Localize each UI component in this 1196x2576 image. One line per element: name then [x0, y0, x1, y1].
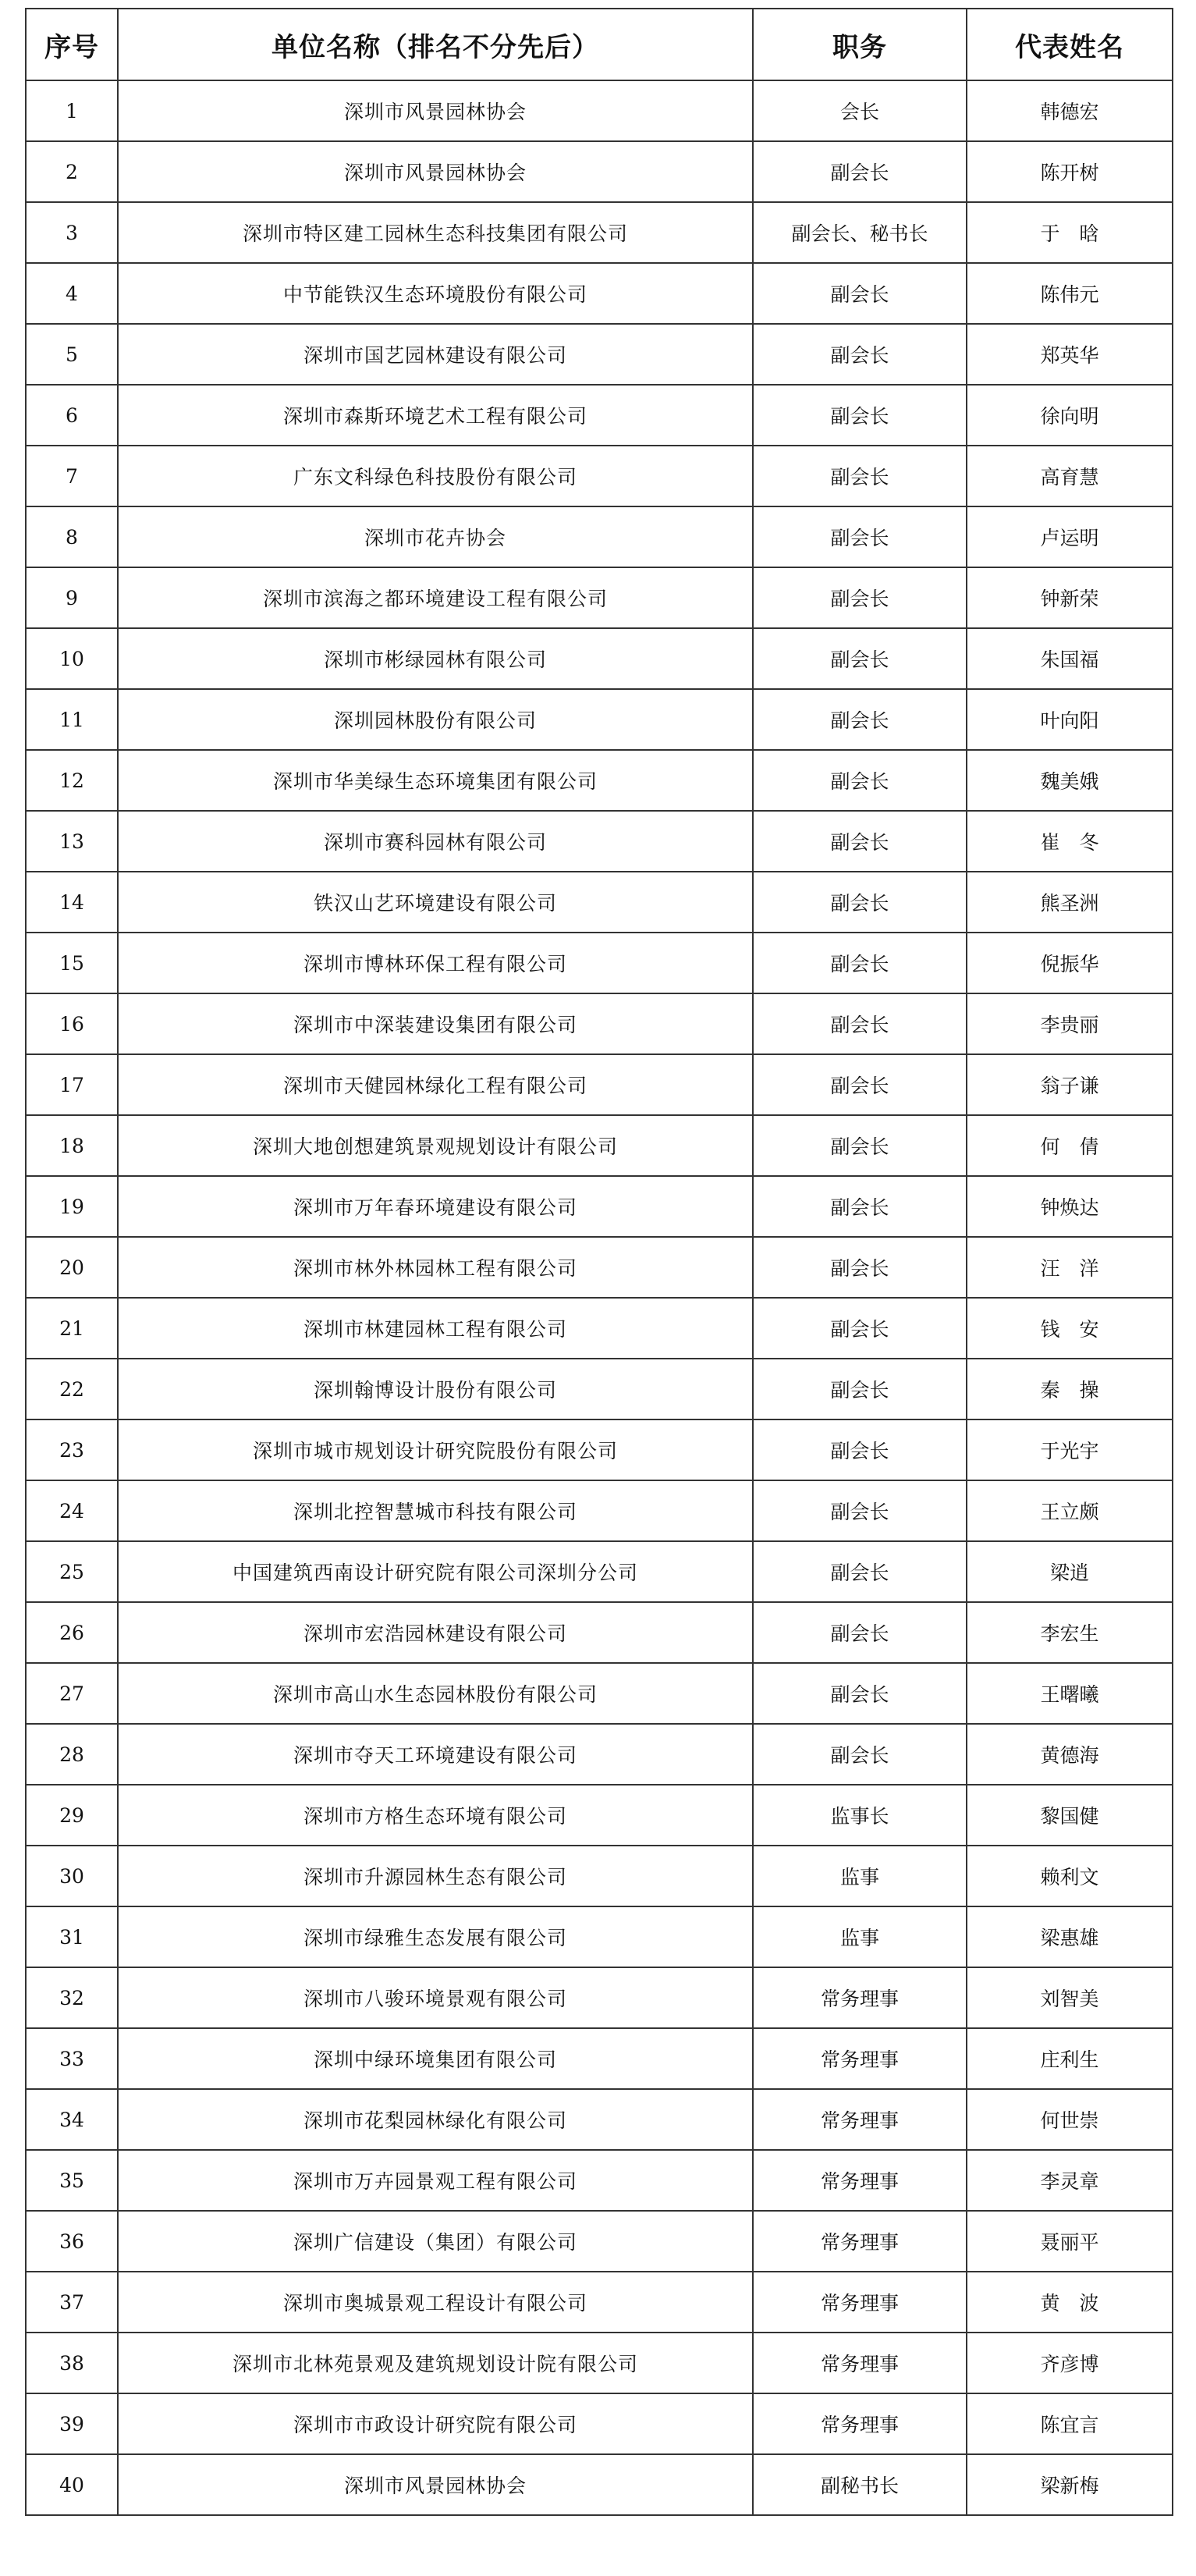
member-list-sheet [25, 8, 1172, 2516]
row-organization: 深圳广信建设（集团）有限公司 [118, 2211, 753, 2272]
row-organization: 深圳大地创想建筑景观规划设计有限公司 [118, 1115, 753, 1176]
row-organization: 深圳市赛科园林有限公司 [118, 811, 753, 872]
row-representative: 陈开树 [967, 141, 1173, 202]
row-index: 12 [26, 750, 118, 811]
row-index: 5 [26, 324, 118, 385]
row-organization: 深圳市市政设计研究院有限公司 [118, 2393, 753, 2454]
row-position: 副会长 [753, 567, 967, 628]
table-row [26, 1419, 1173, 1480]
table-row [26, 2393, 1173, 2454]
row-organization: 深圳市博林环保工程有限公司 [118, 933, 753, 993]
row-position: 常务理事 [753, 2272, 967, 2333]
row-index: 37 [26, 2272, 118, 2333]
row-index: 28 [26, 1724, 118, 1785]
row-position: 副秘书长 [753, 2454, 967, 2515]
row-position: 监事 [753, 1906, 967, 1967]
row-representative: 徐向明 [967, 385, 1173, 446]
table-row [26, 202, 1173, 263]
table-row [26, 750, 1173, 811]
row-representative: 王曙曦 [967, 1663, 1173, 1724]
row-index: 38 [26, 2333, 118, 2393]
row-organization: 深圳市滨海之都环境建设工程有限公司 [118, 567, 753, 628]
row-index: 2 [26, 141, 118, 202]
row-position: 副会长 [753, 1541, 967, 1602]
row-organization: 深圳北控智慧城市科技有限公司 [118, 1480, 753, 1541]
table-row [26, 1785, 1173, 1846]
row-index: 14 [26, 872, 118, 933]
row-organization: 深圳市花卉协会 [118, 506, 753, 567]
row-organization: 深圳翰博设计股份有限公司 [118, 1359, 753, 1419]
table-row [26, 2150, 1173, 2211]
table-row [26, 2089, 1173, 2150]
table-row [26, 689, 1173, 750]
table-row [26, 1115, 1173, 1176]
row-position: 副会长 [753, 446, 967, 506]
table-row [26, 1541, 1173, 1602]
row-organization: 深圳市绿雅生态发展有限公司 [118, 1906, 753, 1967]
table-row [26, 2272, 1173, 2333]
row-organization: 深圳市彬绿园林有限公司 [118, 628, 753, 689]
row-index: 22 [26, 1359, 118, 1419]
row-index: 3 [26, 202, 118, 263]
table-row [26, 1054, 1173, 1115]
row-position: 常务理事 [753, 1967, 967, 2028]
row-representative: 梁新梅 [967, 2454, 1173, 2515]
row-position: 副会长 [753, 750, 967, 811]
row-representative: 齐彦博 [967, 2333, 1173, 2393]
table-row [26, 446, 1173, 506]
table-row [26, 567, 1173, 628]
row-position: 副会长 [753, 993, 967, 1054]
table-row [26, 1602, 1173, 1663]
row-index: 11 [26, 689, 118, 750]
row-position: 副会长 [753, 1176, 967, 1237]
row-index: 18 [26, 1115, 118, 1176]
row-position: 副会长 [753, 1298, 967, 1359]
row-index: 20 [26, 1237, 118, 1298]
row-organization: 深圳市奥城景观工程设计有限公司 [118, 2272, 753, 2333]
table-row [26, 1967, 1173, 2028]
row-position: 副会长 [753, 1480, 967, 1541]
row-position: 常务理事 [753, 2028, 967, 2089]
row-position: 副会长 [753, 1359, 967, 1419]
table-row [26, 1724, 1173, 1785]
row-representative: 朱国福 [967, 628, 1173, 689]
header-representative: 代表姓名 [967, 9, 1173, 80]
row-position: 常务理事 [753, 2393, 967, 2454]
row-index: 21 [26, 1298, 118, 1359]
row-representative: 梁惠雄 [967, 1906, 1173, 1967]
row-organization: 深圳市城市规划设计研究院股份有限公司 [118, 1419, 753, 1480]
row-index: 30 [26, 1846, 118, 1906]
header-position: 职务 [753, 9, 967, 80]
row-position: 副会长 [753, 1419, 967, 1480]
row-representative: 汪 洋 [967, 1237, 1173, 1298]
row-position: 副会长 [753, 1663, 967, 1724]
table-row [26, 811, 1173, 872]
row-representative: 赖利文 [967, 1846, 1173, 1906]
row-index: 9 [26, 567, 118, 628]
table-row [26, 2454, 1173, 2515]
row-index: 16 [26, 993, 118, 1054]
row-organization: 深圳市林外林园林工程有限公司 [118, 1237, 753, 1298]
row-position: 副会长 [753, 811, 967, 872]
row-representative: 庄利生 [967, 2028, 1173, 2089]
row-position: 监事 [753, 1846, 967, 1906]
row-organization: 中节能铁汉生态环境股份有限公司 [118, 263, 753, 324]
row-representative: 聂丽平 [967, 2211, 1173, 2272]
row-position: 副会长 [753, 141, 967, 202]
row-index: 36 [26, 2211, 118, 2272]
row-representative: 王立颇 [967, 1480, 1173, 1541]
row-representative: 黎国健 [967, 1785, 1173, 1846]
row-position: 副会长 [753, 263, 967, 324]
row-index: 40 [26, 2454, 118, 2515]
row-organization: 深圳市万年春环境建设有限公司 [118, 1176, 753, 1237]
table-row [26, 933, 1173, 993]
row-position: 副会长 [753, 506, 967, 567]
row-index: 8 [26, 506, 118, 567]
row-index: 1 [26, 80, 118, 141]
row-organization: 广东文科绿色科技股份有限公司 [118, 446, 753, 506]
header-index: 序号 [26, 9, 118, 80]
table-row [26, 1176, 1173, 1237]
row-representative: 李贵丽 [967, 993, 1173, 1054]
row-organization: 深圳市林建园林工程有限公司 [118, 1298, 753, 1359]
table-row [26, 385, 1173, 446]
member-table [25, 8, 1173, 2516]
row-index: 34 [26, 2089, 118, 2150]
row-representative: 于光宇 [967, 1419, 1173, 1480]
row-representative: 何 倩 [967, 1115, 1173, 1176]
row-index: 31 [26, 1906, 118, 1967]
row-representative: 魏美娥 [967, 750, 1173, 811]
row-index: 17 [26, 1054, 118, 1115]
row-organization: 深圳市升源园林生态有限公司 [118, 1846, 753, 1906]
row-representative: 陈宜言 [967, 2393, 1173, 2454]
row-position: 副会长 [753, 1237, 967, 1298]
row-organization: 深圳市森斯环境艺术工程有限公司 [118, 385, 753, 446]
table-row [26, 263, 1173, 324]
row-position: 副会长 [753, 1724, 967, 1785]
row-representative: 李灵章 [967, 2150, 1173, 2211]
row-representative: 黄德海 [967, 1724, 1173, 1785]
table-row [26, 1298, 1173, 1359]
row-representative: 熊圣洲 [967, 872, 1173, 933]
row-organization: 深圳市风景园林协会 [118, 141, 753, 202]
table-row [26, 2028, 1173, 2089]
row-index: 39 [26, 2393, 118, 2454]
row-position: 常务理事 [753, 2333, 967, 2393]
row-organization: 深圳市风景园林协会 [118, 2454, 753, 2515]
table-row [26, 872, 1173, 933]
row-index: 33 [26, 2028, 118, 2089]
row-organization: 深圳市中深装建设集团有限公司 [118, 993, 753, 1054]
row-position: 副会长、秘书长 [753, 202, 967, 263]
table-row [26, 2333, 1173, 2393]
row-index: 15 [26, 933, 118, 993]
table-row [26, 1359, 1173, 1419]
row-position: 副会长 [753, 1602, 967, 1663]
row-index: 13 [26, 811, 118, 872]
row-position: 监事长 [753, 1785, 967, 1846]
row-position: 副会长 [753, 689, 967, 750]
row-index: 10 [26, 628, 118, 689]
row-representative: 何世崇 [967, 2089, 1173, 2150]
row-organization: 深圳市八骏环境景观有限公司 [118, 1967, 753, 2028]
row-position: 副会长 [753, 324, 967, 385]
row-position: 副会长 [753, 1115, 967, 1176]
row-index: 32 [26, 1967, 118, 2028]
row-index: 4 [26, 263, 118, 324]
table-row [26, 2211, 1173, 2272]
row-index: 19 [26, 1176, 118, 1237]
row-organization: 深圳市宏浩园林建设有限公司 [118, 1602, 753, 1663]
row-representative: 钱 安 [967, 1298, 1173, 1359]
table-body [26, 80, 1173, 2515]
row-representative: 叶向阳 [967, 689, 1173, 750]
row-position: 副会长 [753, 1054, 967, 1115]
row-index: 26 [26, 1602, 118, 1663]
table-row [26, 506, 1173, 567]
row-position: 副会长 [753, 628, 967, 689]
row-position: 副会长 [753, 385, 967, 446]
row-index: 6 [26, 385, 118, 446]
table-row [26, 1237, 1173, 1298]
row-organization: 深圳市天健园林绿化工程有限公司 [118, 1054, 753, 1115]
row-representative: 倪振华 [967, 933, 1173, 993]
table-row [26, 628, 1173, 689]
table-row [26, 80, 1173, 141]
row-position: 常务理事 [753, 2089, 967, 2150]
table-row [26, 1846, 1173, 1906]
row-representative: 高育慧 [967, 446, 1173, 506]
row-organization: 铁汉山艺环境建设有限公司 [118, 872, 753, 933]
table-row [26, 993, 1173, 1054]
row-representative: 刘智美 [967, 1967, 1173, 2028]
row-organization: 深圳市花梨园林绿化有限公司 [118, 2089, 753, 2150]
row-organization: 深圳中绿环境集团有限公司 [118, 2028, 753, 2089]
row-position: 常务理事 [753, 2211, 967, 2272]
row-position: 副会长 [753, 933, 967, 993]
row-index: 35 [26, 2150, 118, 2211]
row-organization: 深圳市北林苑景观及建筑规划设计院有限公司 [118, 2333, 753, 2393]
row-position: 常务理事 [753, 2150, 967, 2211]
row-representative: 梁逍 [967, 1541, 1173, 1602]
row-organization: 深圳市国艺园林建设有限公司 [118, 324, 753, 385]
row-representative: 郑英华 [967, 324, 1173, 385]
row-index: 7 [26, 446, 118, 506]
row-representative: 韩德宏 [967, 80, 1173, 141]
row-representative: 黄 波 [967, 2272, 1173, 2333]
row-index: 24 [26, 1480, 118, 1541]
row-organization: 深圳园林股份有限公司 [118, 689, 753, 750]
table-row [26, 324, 1173, 385]
header-organization: 单位名称（排名不分先后） [118, 9, 753, 80]
row-representative: 秦 操 [967, 1359, 1173, 1419]
row-representative: 李宏生 [967, 1602, 1173, 1663]
table-row [26, 1906, 1173, 1967]
row-index: 27 [26, 1663, 118, 1724]
row-representative: 翁子谦 [967, 1054, 1173, 1115]
row-representative: 卢运明 [967, 506, 1173, 567]
table-row [26, 1663, 1173, 1724]
row-index: 29 [26, 1785, 118, 1846]
row-organization: 深圳市风景园林协会 [118, 80, 753, 141]
row-index: 25 [26, 1541, 118, 1602]
row-organization: 深圳市高山水生态园林股份有限公司 [118, 1663, 753, 1724]
row-organization: 深圳市方格生态环境有限公司 [118, 1785, 753, 1846]
row-organization: 深圳市万卉园景观工程有限公司 [118, 2150, 753, 2211]
row-representative: 陈伟元 [967, 263, 1173, 324]
row-organization: 中国建筑西南设计研究院有限公司深圳分公司 [118, 1541, 753, 1602]
table-row [26, 1480, 1173, 1541]
table-row [26, 141, 1173, 202]
row-representative: 钟焕达 [967, 1176, 1173, 1237]
row-representative: 于 晗 [967, 202, 1173, 263]
table-header-row [26, 9, 1173, 80]
row-representative: 钟新荣 [967, 567, 1173, 628]
row-representative: 崔 冬 [967, 811, 1173, 872]
row-index: 23 [26, 1419, 118, 1480]
row-position: 副会长 [753, 872, 967, 933]
row-organization: 深圳市华美绿生态环境集团有限公司 [118, 750, 753, 811]
row-position: 会长 [753, 80, 967, 141]
row-organization: 深圳市夺天工环境建设有限公司 [118, 1724, 753, 1785]
row-organization: 深圳市特区建工园林生态科技集团有限公司 [118, 202, 753, 263]
